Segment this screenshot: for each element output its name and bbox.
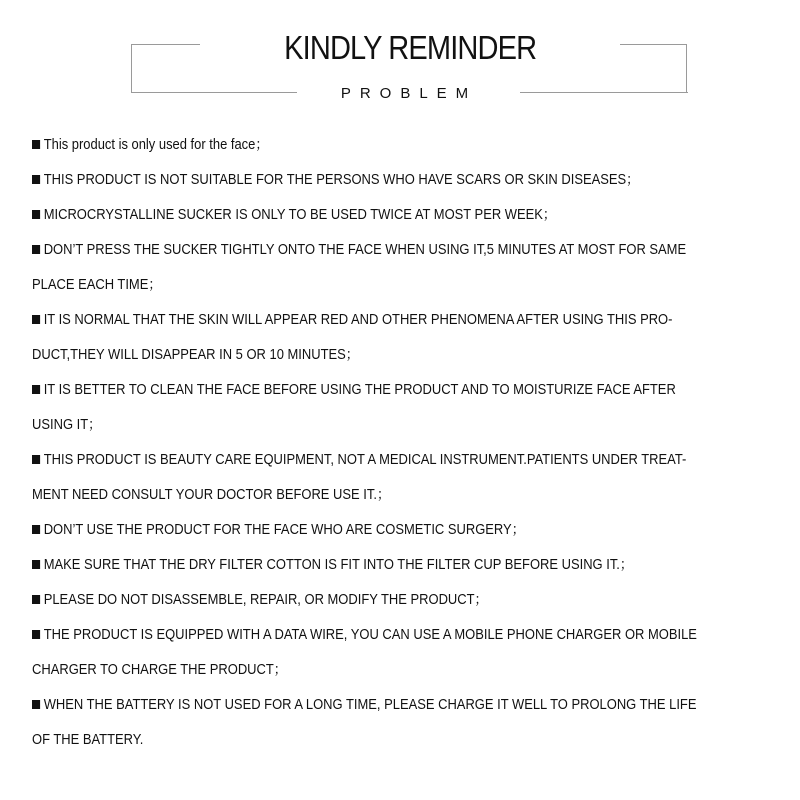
page-subtitle: PROBLEM (300, 84, 518, 104)
list-item-text: MAKE SURE THAT THE DRY FILTER COTTON IS FIT INTO THE FILTER CUP BEFORE USING IT.； (43, 557, 633, 573)
list-item-line (32, 513, 782, 548)
list-item-line (32, 618, 782, 653)
bullet-square-icon (32, 245, 40, 254)
list-item-text: OF THE BATTERY. (32, 732, 144, 748)
list-item-line (32, 723, 782, 758)
list-item-line (32, 583, 782, 618)
list-item-text: DON’T USE THE PRODUCT FOR THE FACE WHO ARE COSMETIC SURGERY； (43, 522, 525, 538)
list-item-text: DON’T PRESS THE SUCKER TIGHTLY ONTO THE FACE WHEN USING IT,5 MINUTES AT MOST FOR SAME (43, 242, 687, 258)
bullet-square-icon (32, 630, 40, 639)
list-item-text: DUCT,THEY WILL DISAPPEAR IN 5 OR 10 MINUTES； (32, 347, 359, 363)
list-item (32, 548, 782, 583)
page-title-text: KINDLY REMINDER (279, 24, 542, 72)
list-item-text-wrap (32, 513, 772, 548)
bullet-square-icon (32, 560, 40, 569)
page-title (200, 24, 620, 72)
list-item-text: IT IS BETTER TO CLEAN THE FACE BEFORE USING THE PRODUCT AND TO MOISTURIZE FACE AFTER (43, 382, 676, 398)
list-item-text-wrap (32, 653, 772, 688)
list-item (32, 303, 782, 373)
list-item-line (32, 268, 782, 303)
list-item-text-wrap (32, 478, 772, 513)
list-item-text-wrap (32, 233, 772, 268)
bullet-square-icon (32, 595, 40, 604)
header-frame-rule-right (520, 92, 688, 93)
bullet-square-icon (32, 385, 40, 394)
list-item-text-wrap (32, 443, 772, 478)
bullet-square-icon (32, 455, 40, 464)
list-item (32, 618, 782, 688)
list-item-text-wrap (32, 618, 772, 653)
list-item-text-wrap (32, 338, 772, 373)
list-item (32, 163, 782, 198)
bullet-square-icon (32, 175, 40, 184)
list-item-text-wrap (32, 548, 772, 583)
header-frame-rule-left (131, 92, 297, 93)
list-item-text: MICROCRYSTALLINE SUCKER IS ONLY TO BE USED TWICE AT MOST PER WEEK； (43, 207, 556, 223)
list-item-line (32, 373, 782, 408)
list-item-line (32, 128, 782, 163)
list-item-text-wrap (32, 198, 772, 233)
list-item-text: PLEASE DO NOT DISASSEMBLE, REPAIR, OR MODIFY THE PRODUCT； (43, 592, 488, 608)
bullet-square-icon (32, 140, 40, 149)
list-item-text-wrap (32, 688, 772, 723)
list-item-text-wrap (32, 268, 772, 303)
list-item-line (32, 688, 782, 723)
list-item-line (32, 548, 782, 583)
list-item (32, 443, 782, 513)
list-item-text-wrap (32, 723, 772, 758)
list-item-line (32, 303, 782, 338)
list-item-text-wrap (32, 408, 772, 443)
list-item-text: MENT NEED CONSULT YOUR DOCTOR BEFORE USE IT.； (32, 487, 390, 503)
list-item-line (32, 408, 782, 443)
list-item-line (32, 338, 782, 373)
list-item-text-wrap (32, 583, 772, 618)
bullet-square-icon (32, 315, 40, 324)
list-item (32, 373, 782, 443)
bullet-square-icon (32, 700, 40, 709)
list-item-text-wrap (32, 373, 772, 408)
reminder-list (32, 128, 782, 758)
list-item-line (32, 233, 782, 268)
list-item (32, 198, 782, 233)
list-item-text: USING IT； (32, 417, 102, 433)
list-item (32, 583, 782, 618)
list-item-line (32, 163, 782, 198)
list-item-text: PLACE EACH TIME； (32, 277, 162, 293)
list-item-text: IT IS NORMAL THAT THE SKIN WILL APPEAR RED AND OTHER PHENOMENA AFTER USING THIS PRO- (43, 312, 673, 328)
list-item-line (32, 478, 782, 513)
list-item-text: THIS PRODUCT IS BEAUTY CARE EQUIPMENT, NOT A MEDICAL INSTRUMENT.PATIENTS UNDER TREAT- (43, 452, 687, 468)
list-item-text-wrap (32, 163, 772, 198)
list-item-line (32, 443, 782, 478)
list-item-line (32, 198, 782, 233)
list-item-text: This product is only used for the face； (43, 137, 269, 153)
bullet-square-icon (32, 525, 40, 534)
list-item-text: CHARGER TO CHARGE THE PRODUCT； (32, 662, 287, 678)
list-item-text: THE PRODUCT IS EQUIPPED WITH A DATA WIRE, YOU CAN USE A MOBILE PHONE CHARGER OR MOBILE (43, 627, 697, 643)
list-item (32, 688, 782, 758)
list-item-text: WHEN THE BATTERY IS NOT USED FOR A LONG TIME, PLEASE CHARGE IT WELL TO PROLONG THE LIFE (43, 697, 697, 713)
list-item (32, 233, 782, 303)
list-item-text-wrap (32, 128, 772, 163)
list-item (32, 128, 782, 163)
list-item-text-wrap (32, 303, 772, 338)
bullet-square-icon (32, 210, 40, 219)
list-item-line (32, 653, 782, 688)
list-item-text: THIS PRODUCT IS NOT SUITABLE FOR THE PERSONS WHO HAVE SCARS OR SKIN DISEASES； (43, 172, 640, 188)
list-item (32, 513, 782, 548)
